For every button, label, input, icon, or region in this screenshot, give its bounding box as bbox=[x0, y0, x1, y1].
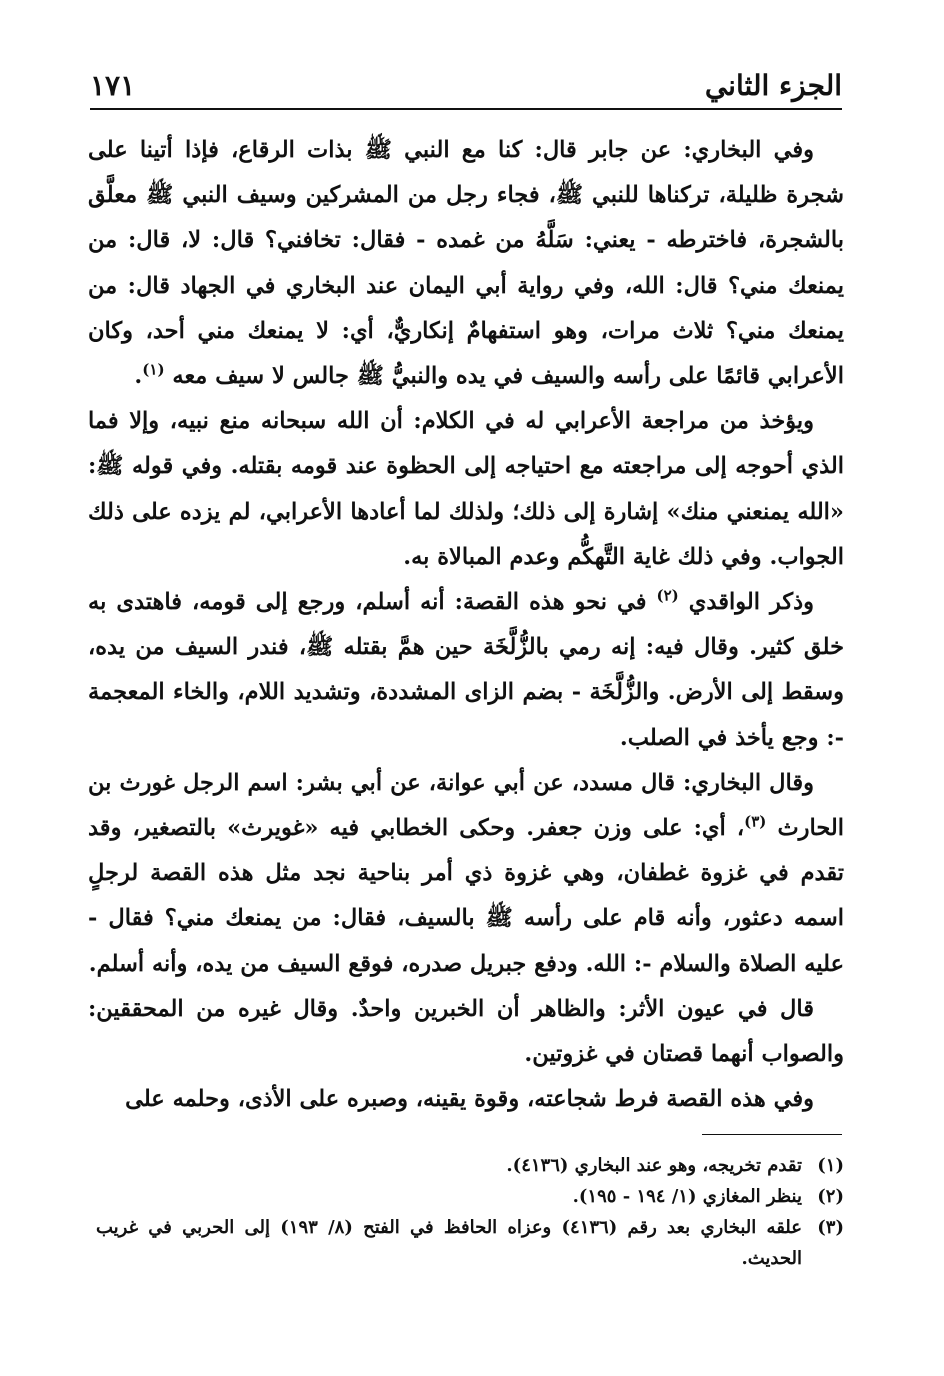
page-header bbox=[90, 58, 842, 106]
paragraph-2: ويؤخذ من مراجعة الأعرابي له في الكلام: أن الله سبحانه منع نبيه، وإلا فما الذي أحوجه إلى مراجعته مع احتياجه إلى الحظوة عند قومه بقتله. وفي قوله ﷺ: «الله يمنعني منك» إشارة إلى ذلك؛ ولذلك لما أعادها الأعرابي، لم يزده على ذلك الجواب. وفي ذلك غاية التَّهكُّم وعدم المبالاة به. bbox=[88, 408, 844, 570]
footnotes bbox=[96, 1150, 844, 1274]
paragraph-5: قال في عيون الأثر: والظاهر أن الخبرين واحدٌ. وقال غيره من المحققين: والصواب أنهما قصتان في غزوتين. bbox=[88, 995, 844, 1068]
footnote-3 bbox=[96, 1212, 844, 1274]
paragraph-3-after: في نحو هذه القصة: أنه أسلم، ورجع إلى قومه، فاهتدى به خلق كثير. وقال فيه: إنه رمي بالزُّلَّخَة حين همَّ بقتله ﷺ، فندر السيف من يده، وسقط إلى الأرض. والزُّلَّخَة - بضم الزاى المشددة، وتشديد اللام، والخاء المعجمة -: وجع يأخذ في الصلب. bbox=[88, 589, 844, 751]
footnote-text: علقه البخاري بعد رقم (٤١٣٦) وعزاه الحافظ في الفتح (٨/ ١٩٣) إلى الحربي في غريب الحديث. bbox=[96, 1217, 802, 1269]
footnote-text: ينظر المغازي (١/ ١٩٤ - ١٩٥). bbox=[572, 1186, 802, 1207]
footnote-number: (٣) bbox=[817, 1217, 844, 1238]
paragraph-6: وفي هذه القصة فرط شجاعته، وقوة يقينه، وصبره على الأذى، وحلمه على bbox=[125, 1086, 814, 1113]
footnote-number: (١) bbox=[817, 1155, 844, 1176]
paragraph-4 bbox=[88, 761, 844, 987]
paragraph-1-end: . bbox=[134, 363, 143, 390]
running-title: الجزء الثاني bbox=[704, 69, 842, 102]
paragraph-3-before: وذكر الواقدي bbox=[688, 589, 814, 616]
footnote-2 bbox=[96, 1181, 844, 1212]
page-number: ١٧١ bbox=[90, 69, 136, 102]
paragraph-1 bbox=[88, 128, 844, 399]
header-rule bbox=[90, 108, 842, 110]
paragraph-1-text: وفي البخاري: عن جابر قال: كنا مع النبي ﷺ بذات الرقاع، فإذا أتينا على شجرة ظليلة، تركناها للنبي ﷺ، فجاء رجل من المشركين وسيف النبي ﷺ معلَّق بالشجرة، فاخترطه - يعني: سَلَّهُ من غمده - فقال: تخافني؟ قال: لا، قال: من يمنعك مني؟ قال: الله، وفي رواية أبي اليمان عند البخاري في الجهاد قال: من يمنعك مني؟ ثلاث مرات، وهو استفهامٌ إنكاريٌّ، أي: لا يمنعك مني أحد، وكان الأعرابي قائمًا على رأسه والسيف في يده والنبيُّ ﷺ جالس لا سيف معه bbox=[88, 137, 844, 390]
footnote-ref-1: (١) bbox=[142, 360, 165, 379]
paragraph-4-after: ، أي: على وزن جعفر. وحكى الخطابي فيه «غويرث» بالتصغير، وقد تقدم في غزوة غطفان، وهي غزوة ذي أمر بناحية نجد مثل هذه القصة لرجلٍ اسمه دعثور، وأنه قام على رأسه ﷺ بالسيف، فقال: من يمنعك مني؟ فقال - عليه الصلاة والسلام -: الله. ودفع جبريل صدره، فوقع السيف من يده، وأنه أسلم. bbox=[88, 815, 844, 977]
footnote-text: تقدم تخريجه، وهو عند البخاري (٤١٣٦). bbox=[506, 1155, 802, 1176]
footnote-number: (٢) bbox=[817, 1186, 844, 1207]
main-text bbox=[88, 128, 844, 1122]
paragraph-3 bbox=[88, 580, 844, 761]
footnote-ref-2: (٢) bbox=[656, 586, 679, 605]
footnote-1 bbox=[96, 1150, 844, 1181]
footnote-separator bbox=[702, 1134, 842, 1135]
footnote-ref-3: (٣) bbox=[744, 812, 767, 831]
paragraph-4-before: وقال البخاري: قال مسدد، عن أبي عوانة، عن أبي بشر: اسم الرجل غورث بن الحارث bbox=[88, 769, 844, 842]
